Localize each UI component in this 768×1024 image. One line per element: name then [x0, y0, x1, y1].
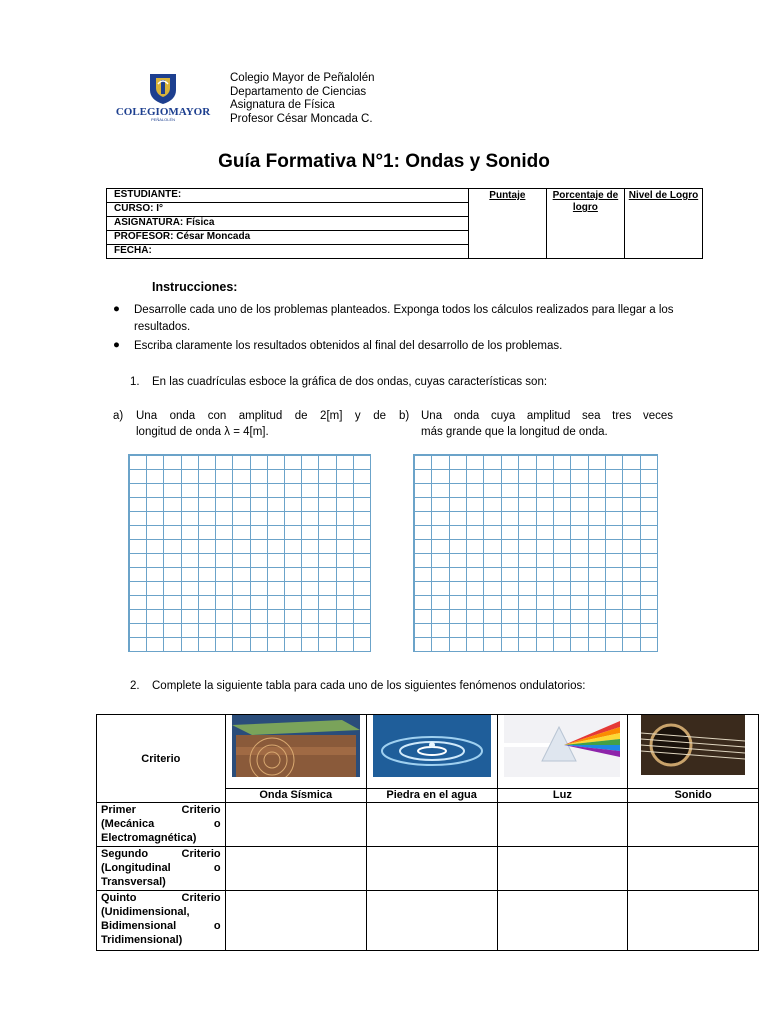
q2-number: 2. — [130, 680, 140, 692]
subject: Asignatura de Física — [230, 99, 335, 111]
q1-text: En las cuadrículas esboce la gráfica de dos ondas, cuyas características son: — [152, 376, 548, 388]
criterion-row-3: Quinto Criterio (Unidimensional, Bidimensional o Tridimensional) — [97, 891, 226, 951]
criterio-header: Criterio — [97, 715, 226, 803]
seismic-wave-image — [232, 715, 360, 777]
page-title: Guía Formativa N°1: Ondas y Sonido — [218, 151, 550, 172]
guitar-image — [641, 715, 745, 775]
col-sound: Sonido — [628, 789, 759, 803]
answer-cell[interactable] — [628, 847, 759, 891]
percentage-header: Porcentaje de logro — [546, 189, 624, 259]
q1b-line1: Una onda cuya amplitud sea tres veces — [421, 410, 673, 422]
phenomena-table — [96, 714, 759, 951]
instruction-item: Desarrolle cada uno de los problemas planteados. Exponga todos los cálculos realizados para llegar a los resultados. — [134, 304, 674, 333]
svg-text:PEÑALOLÉN: PEÑALOLÉN — [150, 117, 176, 122]
answer-cell[interactable] — [366, 891, 497, 951]
course-field[interactable]: CURSO: I° — [107, 203, 469, 217]
col-light: Luz — [497, 789, 628, 803]
q1b-line2: más grande que la longitud de onda. — [421, 426, 608, 438]
svg-text:COLEGIOMAYOR: COLEGIOMAYOR — [115, 106, 211, 118]
q1a-line1: Una onda con amplitud de 2[m] y de — [136, 410, 386, 422]
student-info-table — [106, 188, 703, 259]
light-image-cell — [497, 715, 628, 789]
department: Departamento de Ciencias — [230, 85, 367, 98]
water-drop-image — [373, 715, 491, 777]
col-seismic: Onda Sísmica — [225, 789, 366, 803]
q1-number: 1. — [130, 376, 140, 388]
school-name: Colegio Mayor de Peñalolén — [230, 72, 375, 84]
criterion-row-2: Segundo Criterio (Longitudinal o Transversal) — [97, 847, 226, 891]
instructions-heading: Instrucciones: — [152, 280, 238, 294]
water-image-cell — [366, 715, 497, 789]
q1a-label: a) — [113, 410, 124, 422]
student-field[interactable]: ESTUDIANTE: — [107, 189, 469, 203]
sound-image-cell — [628, 715, 759, 789]
level-header: Nivel de Logro — [624, 189, 702, 259]
answer-cell[interactable] — [225, 847, 366, 891]
teacher: Profesor César Moncada C. — [230, 112, 373, 125]
subject-field[interactable]: ASIGNATURA: Física — [107, 217, 469, 231]
answer-cell[interactable] — [497, 803, 628, 847]
answer-cell[interactable] — [628, 803, 759, 847]
q1a-line2: longitud de onda λ = 4[m]. — [136, 426, 269, 438]
answer-cell[interactable] — [366, 803, 497, 847]
criterion-row-1: Primer Criterio (Mecánica o Electromagnética) — [97, 803, 226, 847]
answer-cell[interactable] — [497, 891, 628, 951]
teacher-field[interactable]: PROFESOR: César Moncada — [107, 231, 469, 245]
school-logo — [108, 72, 218, 122]
q2-text: Complete la siguiente tabla para cada uno de los siguientes fenómenos ondulatorios: — [152, 680, 586, 692]
seismic-image-cell — [225, 715, 366, 789]
bullet-icon: ● — [113, 339, 120, 351]
q1b-label: b) — [399, 410, 410, 422]
col-water: Piedra en el agua — [366, 789, 497, 803]
answer-cell[interactable] — [497, 847, 628, 891]
answer-cell[interactable] — [628, 891, 759, 951]
answer-cell[interactable] — [225, 803, 366, 847]
instruction-item: Escriba claramente los resultados obtenidos al final del desarrollo de los problemas. — [134, 340, 563, 352]
score-header: Puntaje — [468, 189, 546, 259]
answer-cell[interactable] — [366, 847, 497, 891]
school-info — [230, 72, 374, 126]
graph-grid-a[interactable] — [128, 454, 371, 652]
prism-image — [504, 715, 620, 777]
date-field[interactable]: FECHA: — [107, 245, 469, 259]
answer-cell[interactable] — [225, 891, 366, 951]
bullet-icon: ● — [113, 303, 120, 315]
graph-grid-b[interactable] — [413, 454, 658, 652]
